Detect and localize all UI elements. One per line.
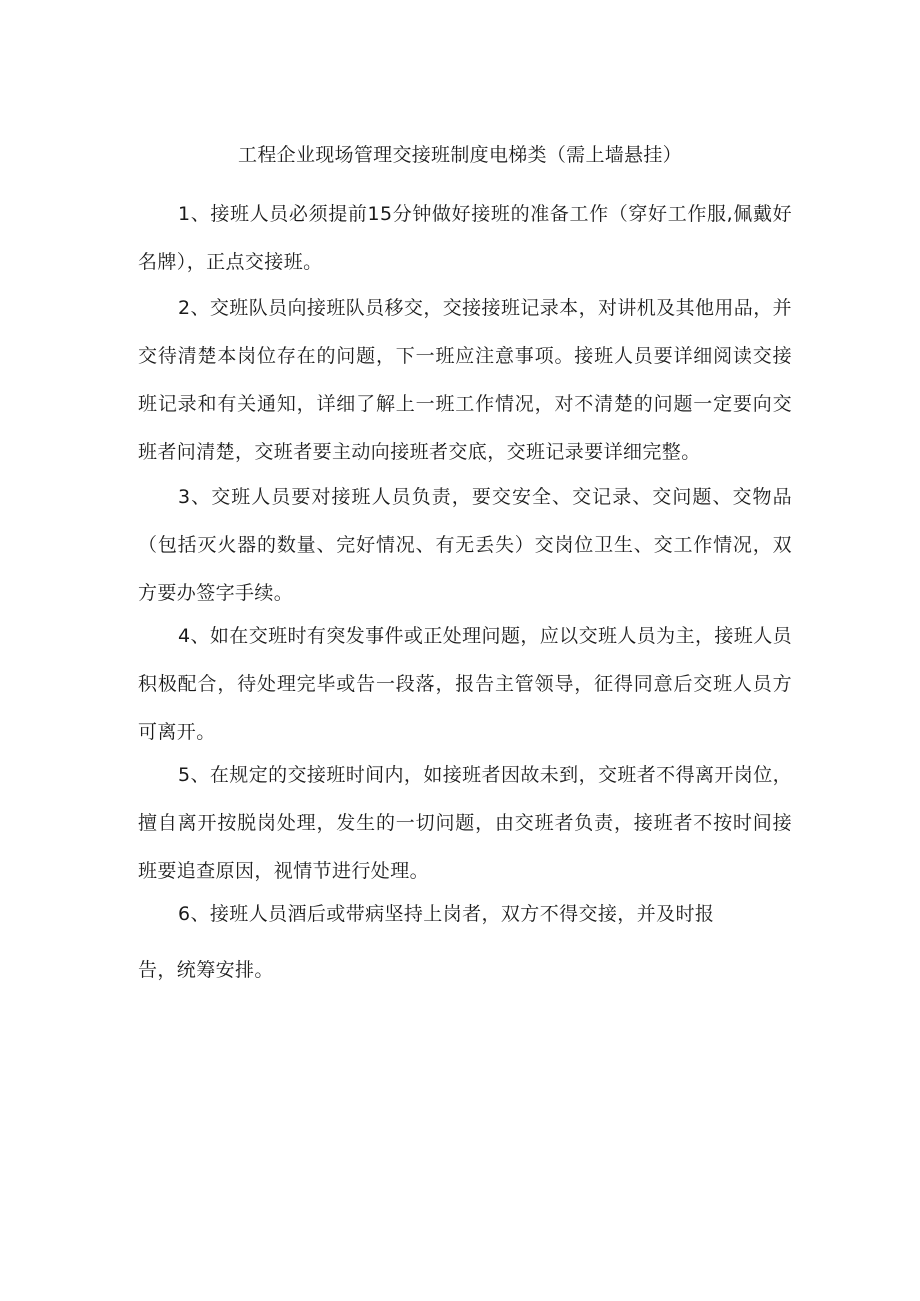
paragraph-1: 1、接班人员必须提前15分钟做好接班的准备工作（穿好工作服,佩戴好名牌），正点交接班。 [138, 203, 792, 273]
paragraph-6-line-2: 告，统筹安排。 [138, 959, 274, 981]
document-title: 工程企业现场管理交接班制度电梯类（需上墙悬挂） [238, 144, 682, 166]
paragraph-2: 2、交班队员向接班队员移交，交接接班记录本，对讲机及其他用品，并交待清楚本岗位存在的问题，下一班应注意事项。接班人员要详细阅读交接班记录和有关通知，详细了解上一班工作情况，对不清楚的问题一定要向交班者问清楚，交班者要主动向接班者交底，交班记录要详细完整。 [138, 297, 792, 463]
paragraph-4: 4、如在交班时有突发事件或正处理问题，应以交班人员为主，接班人员积极配合，待处理完毕或告一段落，报告主管领导，征得同意后交班人员方可离开。 [138, 625, 792, 743]
paragraph-5: 5、在规定的交接班时间内，如接班者因故未到，交班者不得离开岗位，擅自离开按脱岗处理，发生的一切问题，由交班者负责，接班者不按时间接班要追查原因，视情节进行处理。 [138, 764, 792, 882]
paragraph-6-line-1: 6、接班人员酒后或带病坚持上岗者，双方不得交接，并及时报 [178, 903, 715, 925]
paragraph-3: 3、交班人员要对接班人员负责，要交安全、交记录、交问题、交物品（包括灭火器的数量、完好情况、有无丢失）交岗位卫生、交工作情况，双方要办签字手续。 [138, 486, 792, 604]
